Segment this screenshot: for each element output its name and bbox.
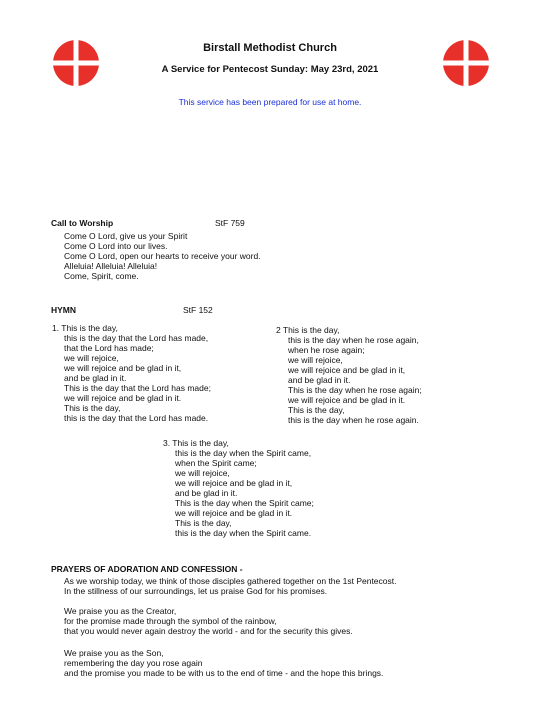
verse-line: This is the day,	[175, 518, 232, 528]
verse-line: this is the day when the Spirit came,	[175, 448, 312, 458]
verse-line: this is the day when he rose again.	[288, 415, 419, 425]
call-line: Come, Spirit, come.	[64, 271, 139, 281]
prayer-paragraph-1	[64, 576, 396, 596]
prayer-line: In the stillness of our surroundings, let us praise God for his promises.	[64, 586, 328, 596]
hymn-verse-3	[163, 438, 314, 538]
verse-line: we will rejoice and be glad in it.	[64, 393, 182, 403]
prayer-line: As we worship today, we think of those disciples gathered together on the 1st Pentecost.	[64, 576, 397, 586]
verse-line: we will rejoice and be glad in it.	[175, 508, 293, 518]
hymn-reference: StF 152	[183, 305, 213, 315]
home-use-note: This service has been prepared for use at home.	[178, 97, 362, 107]
verse-line: This is the day,	[288, 405, 345, 415]
prayer-line: remembering the day you rose again	[64, 658, 203, 668]
verse-line: This is the day when he rose again;	[288, 385, 422, 395]
verse-line: we will rejoice and be glad in it.	[288, 395, 406, 405]
prayer-line: We praise you as the Creator,	[64, 606, 177, 616]
call-to-worship-text	[64, 231, 261, 281]
verse-line: this is the day when he rose again,	[288, 335, 419, 345]
verse-line: we will rejoice and be glad in it,	[288, 365, 406, 375]
verse-line: we will rejoice,	[288, 355, 343, 365]
call-line: Come O Lord, give us your Spirit	[64, 231, 188, 241]
hymn-verse-2	[276, 325, 422, 425]
verse-line: This is the day,	[64, 403, 121, 413]
call-line: Come O Lord into our lives.	[64, 241, 168, 251]
call-line: Come O Lord, open our hearts to receive your word.	[64, 251, 261, 261]
prayer-line: We praise you as the Son,	[64, 648, 164, 658]
prayer-paragraph-2	[64, 606, 353, 636]
verse-line: This is the day when the Spirit came;	[175, 498, 314, 508]
hymn-heading: HYMN	[51, 305, 77, 315]
verse-line: that the Lord has made;	[64, 343, 154, 353]
verse-line: we will rejoice and be glad in it,	[175, 478, 293, 488]
verse-line: this is the day that the Lord has made.	[64, 413, 209, 423]
church-title: Birstall Methodist Church	[203, 42, 337, 54]
verse-line: we will rejoice,	[175, 468, 230, 478]
service-subtitle: A Service for Pentecost Sunday: May 23rd, 2021	[161, 64, 379, 75]
verse-line: when he rose again;	[288, 345, 365, 355]
verse-line: when the Spirit came;	[175, 458, 257, 468]
prayer-paragraph-3	[64, 648, 383, 678]
verse-line: we will rejoice,	[64, 353, 119, 363]
prayer-line: that you would never again destroy the world - and for the security this gives.	[64, 626, 353, 636]
verse-line: 2 This is the day,	[276, 325, 340, 335]
verse-line: we will rejoice and be glad in it,	[64, 363, 182, 373]
verse-line: and be glad in it.	[64, 373, 127, 383]
prayer-line: for the promise made through the symbol of the rainbow,	[64, 616, 277, 626]
verse-line: this is the day when the Spirit came.	[175, 528, 312, 538]
verse-line: and be glad in it.	[288, 375, 351, 385]
verse-line: 3. This is the day,	[163, 438, 229, 448]
prayers-heading: PRAYERS OF ADORATION AND CONFESSION -	[51, 564, 243, 574]
hymn-verse-1	[52, 323, 211, 423]
verse-line: This is the day that the Lord has made;	[64, 383, 211, 393]
verse-line: 1. This is the day,	[52, 323, 118, 333]
call-to-worship-heading: Call to Worship	[51, 218, 114, 228]
call-line: Alleluia! Alleluia! Alleluia!	[64, 261, 158, 271]
verse-line: this is the day that the Lord has made,	[64, 333, 209, 343]
verse-line: and be glad in it.	[175, 488, 238, 498]
prayer-line: and the promise you made to be with us to the end of time - and the hope this brings.	[64, 668, 384, 678]
call-to-worship-reference: StF 759	[215, 218, 245, 228]
